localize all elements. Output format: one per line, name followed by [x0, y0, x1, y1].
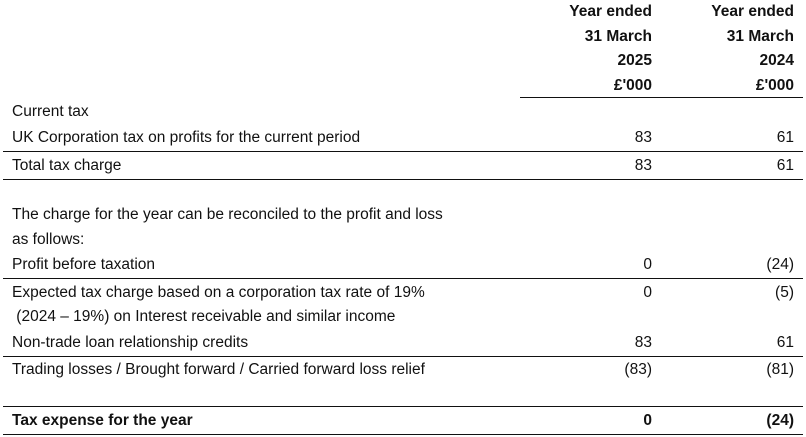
table-row: [0, 305, 806, 331]
row-divider: [3, 278, 803, 279]
row-divider: [3, 434, 803, 435]
header-line: 31 March: [726, 27, 794, 45]
value-2025: 83: [634, 157, 652, 174]
value-2025: 0: [643, 284, 652, 301]
value-2024: 61: [776, 129, 794, 146]
header-line: Year ended: [569, 3, 652, 20]
header-line: 31 March: [584, 27, 652, 45]
value-2025: 83: [634, 334, 652, 351]
table-row: [0, 100, 806, 126]
table-row: [0, 228, 806, 254]
row-label: (2024 – 19%) on Interest receivable and similar income: [12, 308, 396, 325]
header-divider: [520, 97, 803, 98]
row-label: The charge for the year can be reconciled to the profit and loss: [12, 206, 443, 223]
header-line: 2025: [617, 52, 652, 69]
table-row: [0, 331, 806, 357]
table-row: [0, 253, 806, 279]
total-row: [0, 409, 806, 435]
header-line: £'000: [755, 76, 794, 94]
table-row: [0, 358, 806, 384]
row-label: as follows:: [12, 231, 85, 248]
row-label: Total tax charge: [12, 157, 122, 174]
value-2025: 83: [634, 129, 652, 146]
row-label: Expected tax charge based on a corporation tax rate of 19%: [12, 284, 425, 301]
header-line: Year ended: [711, 3, 794, 20]
value-2024: (24): [766, 412, 794, 429]
row-divider: [3, 151, 803, 152]
column-header-2024: [654, 0, 794, 98]
value-2024: (5): [775, 284, 794, 301]
row-label: UK Corporation tax on profits for the current period: [12, 129, 361, 146]
row-label: Non-trade loan relationship credits: [12, 334, 249, 351]
value-2024: 61: [776, 157, 794, 174]
table-row: [0, 203, 806, 229]
header-line: 2024: [759, 52, 794, 69]
column-header-2025: [512, 0, 652, 98]
row-label: Profit before taxation: [12, 256, 156, 273]
header-line: £'000: [613, 76, 652, 94]
table-row: [0, 154, 806, 180]
value-2025: 0: [643, 412, 652, 429]
row-label: Trading losses / Brought forward / Carried forward loss relief: [12, 361, 425, 378]
value-2025: (83): [624, 361, 652, 378]
value-2024: (24): [766, 256, 794, 273]
value-2024: (81): [766, 361, 794, 378]
row-divider: [3, 406, 803, 407]
row-divider: [3, 179, 803, 180]
row-label: Tax expense for the year: [12, 412, 193, 429]
table-row: [0, 126, 806, 152]
row-divider: [3, 356, 803, 357]
row-label: Current tax: [12, 103, 89, 120]
value-2024: 61: [776, 334, 794, 351]
value-2025: 0: [643, 256, 652, 273]
table-row: [0, 281, 806, 307]
